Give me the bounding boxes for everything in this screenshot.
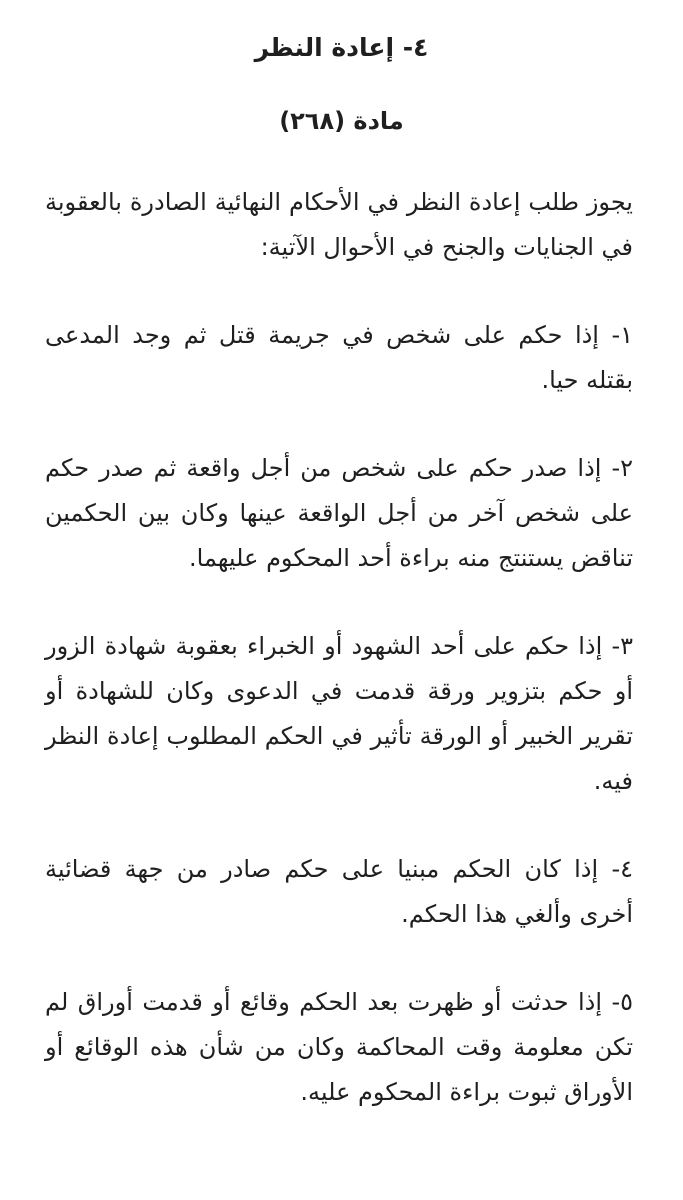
intro-paragraph: يجوز طلب إعادة النظر في الأحكام النهائية الصادرة بالعقوبة في الجنايات والجنح في الأحوال الآتية:	[45, 188, 633, 261]
article-body	[45, 180, 633, 1115]
article-title: مادة (٢٦٨)	[279, 107, 404, 135]
list-item-2: ٢- إذا صدر حكم على شخص من أجل واقعة ثم صدر حكم على شخص آخر من أجل الواقعة عينها وكان بين الحكمين تناقض يستنتج منه براءة أحد المحكوم عليهما.	[45, 454, 633, 572]
section-title: ٤- إعادة النظر	[254, 33, 429, 62]
list-item-5: ٥- إذا حدثت أو ظهرت بعد الحكم وقائع أو قدمت أوراق لم تكن معلومة وقت المحاكمة وكان من شأن هذه الوقائع أو الأوراق ثبوت براءة المحكوم عليه.	[45, 988, 633, 1106]
list-item-4: ٤- إذا كان الحكم مبنيا على حكم صادر من جهة قضائية أخرى وألغي هذا الحكم.	[45, 855, 633, 928]
list-item-3: ٣- إذا حكم على أحد الشهود أو الخبراء بعقوبة شهادة الزور أو حكم بتزوير ورقة قدمت في الدعوى وكان للشهادة أو تقرير الخبير أو الورقة تأثير في الحكم المطلوب إعادة النظر فيه.	[45, 632, 633, 795]
list-item-1: ١- إذا حكم على شخص في جريمة قتل ثم وجد المدعى بقتله حيا.	[45, 321, 633, 394]
